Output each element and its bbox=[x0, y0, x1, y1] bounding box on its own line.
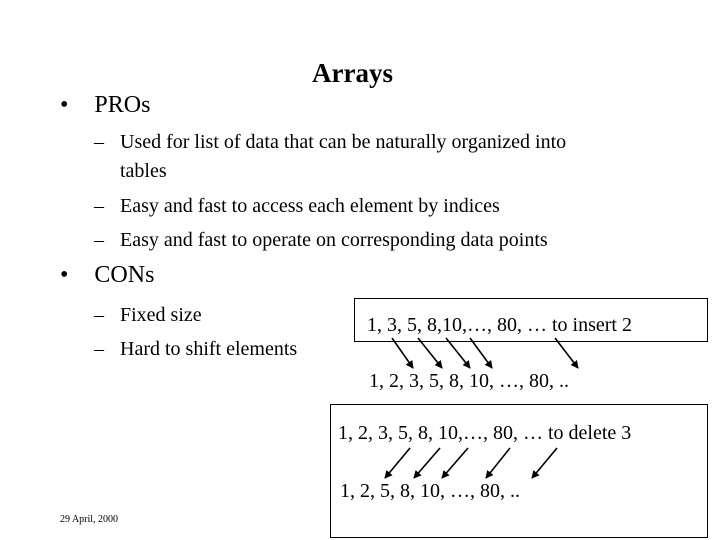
cons-item-1: – Fixed size bbox=[94, 304, 202, 326]
pros-item-2: – Easy and fast to access each element by indices bbox=[94, 195, 500, 217]
insert-shift-arrows bbox=[392, 338, 578, 368]
delete-example-before: 1, 2, 3, 5, 8, 10,…, 80, … to delete 3 bbox=[338, 422, 632, 444]
pros-heading-row bbox=[60, 92, 150, 119]
insert-arrow bbox=[555, 338, 578, 368]
dash-icon: – bbox=[94, 195, 104, 217]
insert-arrow bbox=[392, 338, 413, 368]
pros-heading: PROs bbox=[94, 92, 151, 118]
insert-example-after: 1, 2, 3, 5, 8, 10, …, 80, .. bbox=[369, 370, 569, 392]
insert-arrow bbox=[470, 338, 492, 368]
dash-icon: – bbox=[94, 338, 104, 360]
dash-icon: – bbox=[94, 131, 104, 153]
insert-arrow bbox=[446, 338, 470, 368]
delete-example-after: 1, 2, 5, 8, 10, …, 80, .. bbox=[340, 480, 520, 502]
bullet-icon: • bbox=[60, 92, 69, 118]
insert-arrow bbox=[418, 338, 442, 368]
pros-item-1-continued: tables bbox=[120, 160, 167, 182]
slide-title: Arrays bbox=[312, 58, 393, 88]
dash-icon: – bbox=[94, 304, 104, 326]
cons-heading: CONs bbox=[94, 262, 155, 288]
dash-icon: – bbox=[94, 229, 104, 251]
bullet-icon: • bbox=[60, 262, 69, 288]
cons-heading-row bbox=[60, 262, 154, 289]
pros-item-1: – Used for list of data that can be naturally organized into bbox=[94, 131, 567, 153]
pros-item-3: – Easy and fast to operate on corresponding data points bbox=[94, 229, 548, 251]
footer-date: 29 April, 2000 bbox=[60, 514, 119, 525]
cons-item-2: – Hard to shift elements bbox=[94, 338, 298, 360]
insert-example-before: 1, 3, 5, 8,10,…, 80, … to insert 2 bbox=[367, 314, 632, 336]
